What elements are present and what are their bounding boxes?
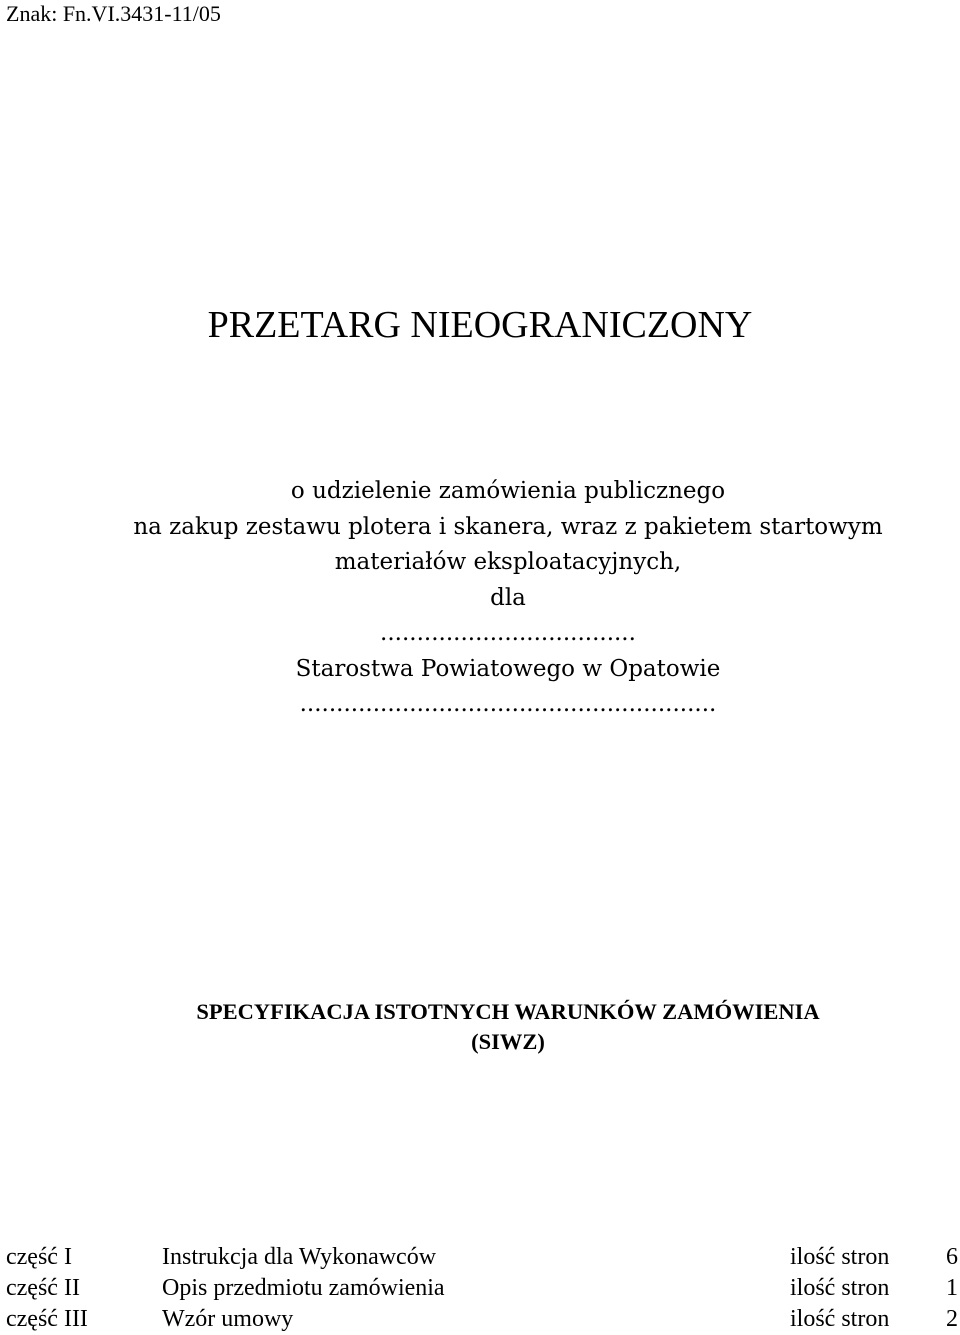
- subject-line: dla: [490, 584, 526, 611]
- part-row: [0, 1242, 960, 1273]
- part-name: część I: [6, 1244, 72, 1270]
- page-count-label: ilość stron: [790, 1275, 890, 1301]
- spec-line: (SIWZ): [471, 1029, 545, 1054]
- specification-heading: [0, 997, 960, 1057]
- part-name: część III: [6, 1306, 88, 1332]
- page-count: 1: [946, 1275, 958, 1301]
- parts-list: [0, 1242, 960, 1335]
- page-count-label: ilość stron: [790, 1306, 890, 1332]
- part-description: Opis przedmiotu zamówienia: [162, 1275, 445, 1301]
- page-count: 6: [946, 1244, 958, 1270]
- tender-subject: [0, 474, 960, 723]
- subject-line: na zakup zestawu plotera i skanera, wraz z pakietem startowym: [133, 513, 883, 540]
- subject-line: Starostwa Powiatowego w Opatowie: [295, 655, 721, 682]
- part-row: [0, 1304, 960, 1335]
- part-description: Wzór umowy: [162, 1306, 294, 1332]
- document-title: PRZETARG NIEOGRANICZONY: [207, 304, 753, 346]
- subject-dots: ...................................: [380, 620, 636, 646]
- page-count: 2: [946, 1306, 958, 1332]
- document-sign: Znak: Fn.VI.3431-11/05: [6, 1, 221, 26]
- subject-line: materiałów eksploatacyjnych,: [334, 549, 682, 575]
- subject-dots: .........................................................: [299, 691, 717, 717]
- part-description: Instrukcja dla Wykonawców: [162, 1244, 437, 1270]
- page-count-label: ilość stron: [790, 1244, 890, 1270]
- spec-line: SPECYFIKACJA ISTOTNYCH WARUNKÓW ZAMÓWIENIA: [196, 999, 820, 1024]
- subject-line: o udzielenie zamówienia publicznego: [290, 478, 726, 504]
- part-name: część II: [6, 1275, 80, 1301]
- part-row: [0, 1273, 960, 1304]
